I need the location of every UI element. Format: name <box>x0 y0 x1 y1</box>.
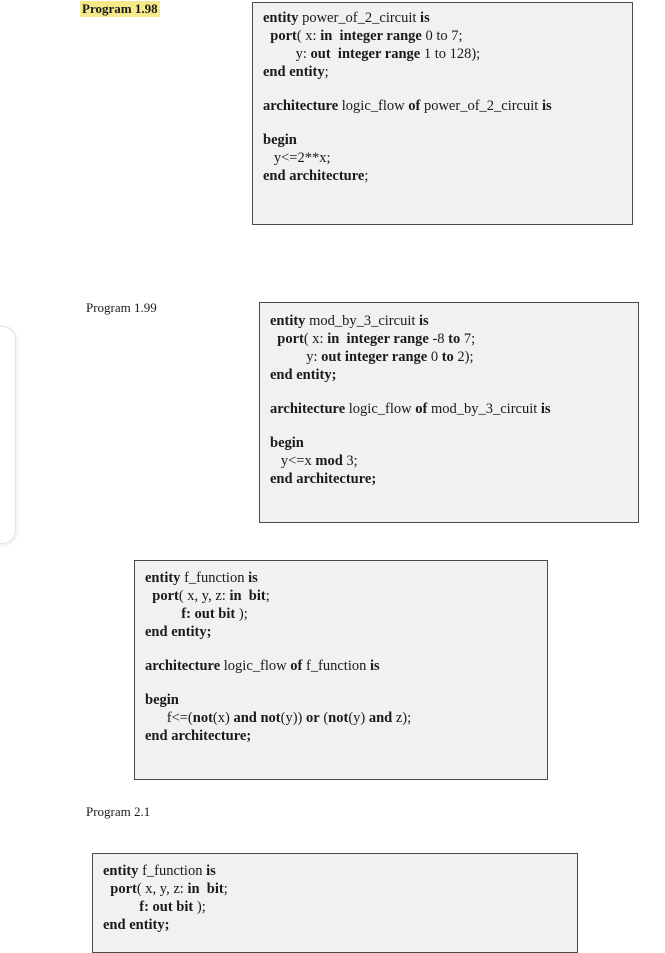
code-line: end entity; <box>103 917 170 933</box>
code-line: port( x, y, z: in bit; <box>110 881 228 897</box>
code-line: port( x, y, z: in bit; <box>152 588 270 604</box>
code-line: port( x: in integer range -8 to 7; <box>277 331 476 347</box>
code-line: end entity; <box>270 367 337 383</box>
code-line: entity mod_by_3_circuit is <box>270 313 429 329</box>
code-line: entity f_function is <box>103 863 216 879</box>
code-line: end architecture; <box>263 168 369 184</box>
program-label-2-1: Program 2.1 <box>86 804 151 819</box>
side-panel-edge[interactable] <box>0 326 16 544</box>
code-line: begin <box>270 435 304 451</box>
code-line: architecture logic_flow of power_of_2_circuit is <box>263 98 552 114</box>
code-line: f: out bit ); <box>181 606 248 622</box>
code-line: end architecture; <box>270 471 377 487</box>
code-line: end entity; <box>145 624 212 640</box>
code-line: port( x: in integer range 0 to 7; <box>270 28 463 44</box>
program-label-1-98: Program 1.98 <box>82 1 158 16</box>
code-line: begin <box>145 692 179 708</box>
code-line: architecture logic_flow of mod_by_3_circuit is <box>270 401 551 417</box>
code-line: f: out bit ); <box>139 899 206 915</box>
code-line: architecture logic_flow of f_function is <box>145 658 380 674</box>
code-listing-1-99 <box>259 302 639 523</box>
code-listing-2-1 <box>92 853 578 953</box>
code-line: y: out integer range 1 to 128); <box>295 46 481 62</box>
code-line: y<=x mod 3; <box>280 453 358 469</box>
code-listing-f-function <box>134 560 548 780</box>
code-line: entity f_function is <box>145 570 258 586</box>
code-line: end architecture; <box>145 728 252 744</box>
code-line: y: out integer range 0 to 2); <box>306 349 474 365</box>
code-line: f<=(not(x) and not(y)) or (not(y) and z); <box>166 710 412 726</box>
code-line: entity power_of_2_circuit is <box>263 10 430 26</box>
code-line: y<=2**x; <box>273 150 331 166</box>
program-label-1-99: Program 1.99 <box>86 300 157 315</box>
code-line: end entity; <box>263 64 329 80</box>
code-line: begin <box>263 132 297 148</box>
code-listing-1-98 <box>252 2 633 225</box>
